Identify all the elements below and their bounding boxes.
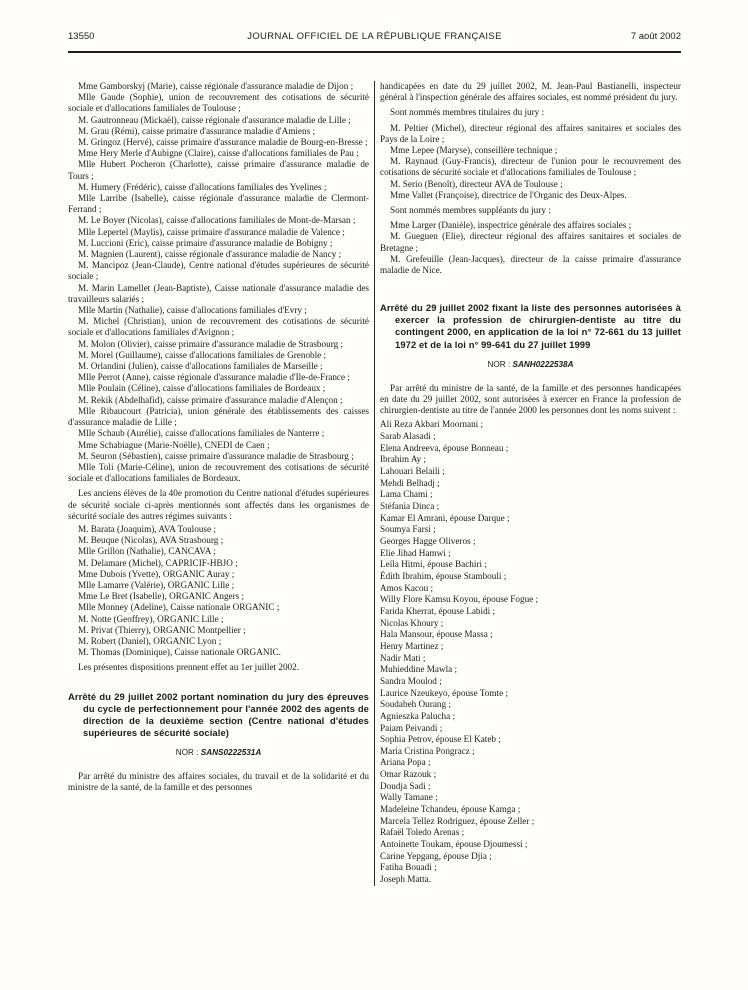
titulaires-list (380, 123, 681, 201)
page-header (68, 31, 681, 53)
jury-member-entry: M. Marin Lamellet (Jean-Baptiste), Caisse nationale d'assurance maladie des travailleurs salariés ; (68, 282, 369, 304)
jury-member-entry: M. Molon (Olivier), caisse primaire d'assurance maladie de Strasbourg ; (78, 338, 344, 349)
dentist-name-entry: Leïla Hitmi, épouse Bachiri ; (380, 559, 487, 570)
assignment-entry: M. Beuque (Nicolas), AVA Strasbourg ; (78, 535, 224, 546)
assignment-entry: Mme Dubois (Yvette), ORGANIC Auray ; (78, 568, 235, 579)
titulaire-entry: Mme Lepee (Maryse), conseillère technique ; (390, 145, 558, 156)
dentist-name-entry: Elie Jihad Hamwi ; (380, 547, 451, 558)
jury-member-entry: M. Seuron (Sébastien), caisse primaire d'assurance maladie de Strasbourg ; (78, 450, 354, 461)
dentist-name-entry: Amos Kacou ; (380, 582, 434, 593)
dentist-name-entry: Elena Andreeva, épouse Bonneau ; (380, 442, 509, 453)
dentist-name-entry: Kamar El Amrani, épouse Darque ; (380, 512, 510, 523)
assignment-entry: Mlle Grillon (Nathalie), CANCAVA ; (78, 546, 216, 557)
issue-date: 7 août 2002 (630, 31, 681, 42)
page-number: 13550 (68, 31, 95, 42)
jury-member-entry: M. Michel (Christian), union de recouvrement des cotisations de sécurité sociale et d'allocations familiales d'Avignon ; (68, 316, 369, 338)
dentist-name-entry: Willy Flore Kamsu Koyou, épouse Fogue ; (380, 594, 539, 605)
dentist-name-entry: Lama Chami ; (380, 489, 433, 500)
article-dentistes (380, 302, 681, 885)
dentist-name-entry: Maria Cristina Pongracz ; (380, 745, 475, 756)
dentist-name-entry: Édith Ibrahim, épouse Stambouli ; (380, 570, 507, 581)
authorized-dentists-list (380, 419, 681, 885)
continuation-paragraph: handicapées en date du 29 juillet 2002, M. Jean-Paul Bastianelli, inspecteur général à l'inspection générale des affaires sociales, est nommé président du jury. (380, 81, 681, 103)
dentist-name-entry: Sophia Petrov, épouse El Kateb ; (380, 734, 501, 745)
jury-member-entry: Mlle Larribe (Isabelle), caisse régionale d'assurance maladie de Clermont-Ferrand ; (68, 193, 369, 215)
dentist-name-entry: Ali Reza Akbari Moornani ; (380, 419, 484, 430)
titulaire-entry: M. Raynaud (Guy-Francis), directeur de l'union pour le recouvrement des cotisations de sécurité sociale et d'allocations familiales de Toulouse ; (380, 156, 681, 178)
dentist-name-entry: Sarab Alasadi ; (380, 431, 436, 442)
assignment-entry: Mlle Monney (Adeline), Caisse nationale ORGANIC ; (78, 602, 280, 613)
assignment-entry: Mlle Lamarre (Valérie), ORGANIC Lille ; (78, 579, 235, 590)
jury-member-entry: M. Grau (Rémi), caisse primaire d'assurance maladie d'Amiens ; (78, 125, 316, 136)
jury-member-entry: Mlle Toli (Marie-Céline), union de recouvrement des cotisations de sécurité sociale et d'allocations familiales de Bordeaux. (68, 461, 369, 484)
jury-member-entry: M. Mancipoz (Jean-Claude), Centre national d'études supérieures de sécurité sociale ; (68, 260, 369, 282)
jury-member-entry: M. Gringoz (Hervé), caisse primaire d'assurance maladie de Bourg-en-Bresse ; (78, 137, 368, 148)
jury-member-entry: M. Luccioni (Eric), caisse primaire d'assurance maladie de Bobigny ; (78, 237, 333, 248)
assignment-entry: M. Privat (Thierry), ORGANIC Montpellier ; (78, 624, 246, 635)
dentist-name-entry: Joseph Matta. (380, 874, 432, 885)
dentist-name-entry: Soudabeh Ourang ; (380, 699, 451, 710)
jury-member-entry: M. Le Boyer (Nicolas), caisse d'allocations familiales de Mont-de-Marsan ; (78, 215, 356, 226)
jury-member-entry: Mme Hery Merle d'Aubigne (Claire), caisse d'allocations familiales de Pau ; (78, 148, 359, 159)
assignment-entry: M. Robert (Daniel), ORGANIC Lyon ; (78, 635, 222, 646)
dentist-name-entry: Ibrahim Ay ; (380, 454, 427, 465)
dentist-name-entry: Henry Martinez ; (380, 640, 444, 651)
assignment-entry: M. Delamare (Michel), CAPRICIF-HBJO ; (78, 557, 238, 568)
dentist-name-entry: Fatiha Bouadi ; (380, 862, 437, 873)
dentist-name-entry: Madeleine Tchandeu, épouse Kamga ; (380, 804, 521, 815)
dentist-name-entry: Farida Kherrat, épouse Labidi ; (380, 605, 496, 616)
jury-member-entry: M. Humery (Frédéric), caisse d'allocations familiales des Yvelines ; (78, 181, 327, 192)
jury-member-entry: M. Rekik (Abdelhafid), caisse primaire d'assurance maladie d'Alençon ; (78, 394, 343, 405)
nor-code: SANS0222531A (200, 747, 262, 757)
assignment-entry: M. Notte (Geoffrey), ORGANIC Lille ; (78, 613, 224, 624)
nor-line-dentistes (380, 359, 681, 370)
assignment-entry: Mme Le Bret (Isabelle), ORGANIC Angers ; (78, 591, 245, 602)
dentist-name-entry: Omar Razouk ; (380, 769, 437, 780)
journal-title: JOURNAL OFFICIEL DE LA RÉPUBLIQUE FRANÇAISE (247, 31, 502, 42)
dentist-name-entry: Laurice Nzeukeyo, épouse Tomte ; (380, 687, 509, 698)
article-title-jury-nomination: Arrêté du 29 juillet 2002 portant nomination du jury des épreuves du cycle de perfectionnement pour l'année 2002 des agents de direction de la deuxième section (Centre national d'études supérieures de sécurité sociale) (68, 690, 369, 738)
dentist-name-entry: Lahouari Belaili ; (380, 466, 445, 477)
titulaires-heading: Sont nommés membres titulaires du jury : (390, 107, 545, 118)
jury-member-entry: Mlle Martin (Nathalie), caisse d'allocations familiales d'Evry ; (78, 305, 307, 316)
nor-line-jury-nomination (68, 747, 369, 758)
jury-member-entry: Mlle Hubert Pocheron (Charlotte), caisse primaire d'assurance maladie de Tours ; (68, 159, 369, 181)
suppleant-entry: M. Gueguen (Elie), directeur régional des affaires sanitaires et sociales de Bretagne ; (380, 231, 681, 253)
jury-member-entry: Mlle Lepertel (Maylis), caisse primaire d'assurance maladie de Valence ; (78, 226, 345, 237)
nor-label: NOR : (175, 747, 199, 757)
suppleants-heading: Sont nommés membres suppléants du jury : (390, 205, 551, 216)
suppleant-entry: Mme Larger (Danièle), inspectrice générale des affaires sociales ; (390, 220, 632, 231)
titulaire-entry: M. Peltier (Michel), directeur régional des affaires sanitaires et sociales des Pays de la Loire ; (380, 122, 681, 144)
dentist-name-entry: Stéfania Dinca ; (380, 501, 440, 512)
jury-member-entry: Mme Gamborskyj (Marie), caisse régionale d'assurance maladie de Dijon ; (78, 81, 354, 91)
transition-paragraph: Les anciens élèves de la 40e promotion du Centre national d'études supérieures de sécurité sociale ci-après mentionnés sont affectés dans les organismes de sécurité sociale des autres régimes suivants : (68, 488, 369, 521)
right-column (380, 81, 681, 886)
nor-code: SANH0222538A (512, 359, 574, 369)
article-body-start: Par arrêté du ministre des affaires sociales, du travail et de la solidarité et du ministre de la santé, de la famille et des personnes (68, 771, 369, 793)
jury-member-entry: M. Gautronneau (Mickaël), caisse régionale d'assurance maladie de Lille ; (78, 114, 351, 125)
dentist-name-entry: Mehdi Belhadj ; (380, 477, 440, 488)
dentist-name-entry: Doudja Sadi ; (380, 780, 431, 791)
dentist-name-entry: Ariana Popa ; (380, 757, 431, 768)
jury-member-entry: Mlle Gaude (Sophie), union de recouvrement des cotisations de sécurité sociale et d'allocations familiales de Toulouse ; (68, 92, 369, 114)
jury-member-entry: M. Orlandini (Julien), caisse d'allocations familiales de Marseille ; (78, 361, 323, 372)
titulaire-entry: Mme Vallet (Françoise), directrice de l'Organic des Deux-Alpes. (390, 189, 627, 200)
jury-members-list (68, 81, 369, 484)
jury-member-entry: Mlle Perrot (Anne), caisse régionale d'assurance maladie d'Ile-de-France ; (78, 372, 350, 383)
column-divider (374, 81, 375, 886)
dentist-name-entry: Agnieszka Palucha ; (380, 710, 456, 721)
assignments-list (68, 524, 369, 658)
jury-member-entry: Mlle Poulain (Céline), caisse d'allocations familiales de Bordeaux ; (78, 383, 326, 394)
dentistes-intro-paragraph: Par arrêté du ministre de la santé, de la famille et des personnes handicapées en date du 29 juillet 2002, sont autorisées à exercer en France la profession de chirurgien-dentiste au titre de l'année 2000 les personnes dont les noms suivent : (380, 382, 681, 416)
suppleant-entry: M. Grefeuille (Jean-Jacques), directeur de la caisse primaire d'assurance maladie de Nice. (380, 253, 681, 276)
dentist-name-entry: Rafaël Toledo Arenas ; (380, 827, 465, 838)
dentist-name-entry: Soumya Farsi ; (380, 524, 436, 535)
dentist-name-entry: Paiam Peivandi ; (380, 722, 443, 733)
suppleants-list (380, 220, 681, 276)
assignment-entry: M. Thomas (Dominique), Caisse nationale ORGANIC. (78, 647, 281, 658)
jury-member-entry: Mlle Ribaucourt (Patricia), union générale des établissements des caisses d'assurance maladie de Lille ; (68, 405, 369, 428)
left-column (68, 81, 369, 886)
effective-date-note: Les présentes dispositions prennent effet au 1er juillet 2002. (78, 662, 300, 673)
dentist-name-entry: Muhieddine Mawla ; (380, 664, 458, 675)
dentist-name-entry: Antoinette Toukam, épouse Djoumessi ; (380, 839, 528, 850)
jury-member-entry: M. Morel (Guillaume), caisse d'allocations familiales de Grenoble ; (78, 349, 327, 360)
dentist-name-entry: Marcela Tellez Rodriguez, épouse Zeller ; (380, 815, 535, 826)
dentist-name-entry: Wally Tamane ; (380, 792, 438, 803)
nor-label: NOR : (487, 359, 511, 369)
two-column-body (68, 81, 681, 886)
dentist-name-entry: Georges Hagge Oliveros ; (380, 536, 476, 546)
assignment-entry: M. Barata (Joaquim), AVA Toulouse ; (78, 523, 216, 534)
article-title-dentistes: Arrêté du 29 juillet 2002 fixant la liste des personnes autorisées à exercer la profession de chirurgien-dentiste au titre du contingent 2000, en application de la loi n° 72-661 du 13 juillet 1972 et de la loi n° 99-641 du 27 juillet 1999 (380, 302, 681, 350)
jury-member-entry: M. Magnien (Laurent), caisse régionale d'assurance maladie de Nancy ; (78, 249, 342, 260)
dentist-name-entry: Nadir Mati ; (380, 652, 426, 663)
dentist-name-entry: Carine Yepgang, épouse Djia ; (380, 850, 492, 861)
dentist-name-entry: Hala Mansour, épouse Massa ; (380, 629, 493, 640)
jury-member-entry: Mlle Schaub (Aurélie), caisse d'allocations familiales de Nanterre ; (78, 428, 325, 439)
dentist-name-entry: Sandra Moulod ; (380, 675, 442, 686)
jury-member-entry: Mme Schabiague (Marie-Noëlle), CNEDI de Caen ; (78, 439, 270, 450)
titulaire-entry: M. Serio (Benoît), directeur AVA de Toulouse ; (390, 178, 563, 189)
dentist-name-entry: Nicolas Khoury ; (380, 617, 444, 628)
